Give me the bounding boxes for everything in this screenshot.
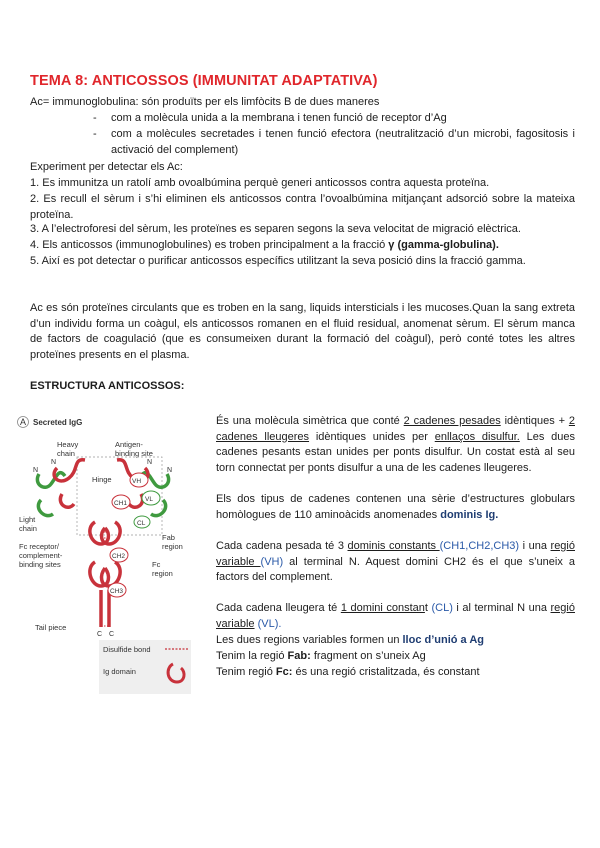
- bullet-membrane: - com a molècula unida a la membrana i tenen funció de receptor d’Ag: [93, 111, 575, 127]
- tail-piece-label: Tail piece: [35, 623, 67, 632]
- experiment-step-4: 4. Els anticossos (immunoglobulines) es troben principalment a la fracció γ (gamma-globulina).: [30, 239, 499, 251]
- gamma-globulin-term: γ (gamma-globulina).: [388, 239, 499, 251]
- ig-domains-term: dominis Ig.: [440, 508, 499, 521]
- cl-label: CL: [137, 520, 146, 527]
- experiment-step-5: 5. Així es pot detectar o purificar anticossos específics utilitzant la seva posició dins la fracció gamma.: [30, 255, 526, 267]
- section-heading: ESTRUCTURA ANTICOSSOS:: [30, 380, 185, 392]
- c-terminus-label: C: [97, 631, 103, 638]
- circulating-proteins-paragraph: Ac es són proteïnes circulants que es troben en la sang, liquids intersticials i les mucoses.Quan la sang extreta d’un individu forma un coàgul, els anticossos romanen en el fluid residual, anomenat sèrum. El sèrum manca de factors de coagulació (que es consumeixen durant la formació del coàgul), però conté totes les altres proteïnes presents en el plasma.: [30, 302, 575, 361]
- structure-description: És una molècula simètrica que conté 2 cadenes pesades idèntiques + 2 cadenes lleugeres idèntiques unides per enllaços disulfur. Les dues cadenes pesants estan unides per ponts disulfur. Un costat està al seu torn connectat per ponts disulfur a una de les cadenes lleugeres.: [216, 415, 576, 474]
- figure-panel-label: A: [20, 417, 27, 427]
- n-terminus-label: N: [33, 467, 39, 474]
- fc-receptor-label: Fc receptor/: [19, 542, 60, 551]
- ch1-label: CH1: [114, 500, 128, 507]
- bullet-text: com a molècula unida a la membrana i tenen funció de receptor d’Ag: [111, 112, 447, 124]
- legend-ig-domain: Ig domain: [103, 667, 136, 676]
- svg-text:binding sites: binding sites: [19, 560, 61, 569]
- heavy-chain-label: Heavy: [57, 440, 79, 449]
- experiment-step-3: 3. A l’electroforesi del sèrum, les proteïnes es separen segons la seva velocitat de migració elèctrica.: [30, 223, 521, 235]
- page-title: TEMA 8: ANTICOSSOS (IMMUNITAT ADAPTATIVA): [30, 73, 378, 89]
- experiment-step-1: 1. Es immunitza un ratolí amb ovoalbúmina perquè generi anticossos contra aquesta proteïna.: [30, 177, 490, 189]
- ch3-label: CH3: [110, 588, 124, 595]
- experiment-heading: Experiment per detectar els Ac:: [30, 161, 183, 173]
- vl-label: VL: [145, 496, 153, 503]
- antibody-structure-figure: [17, 412, 197, 702]
- svg-text:chain: chain: [19, 524, 37, 533]
- variable-regions-description: Les dues regions variables formen un lloc d’unió a Ag: [216, 634, 484, 646]
- antibody-definition: Ac= immunoglobulina: són produïts per els limfòcits B de dues maneres: [30, 96, 380, 108]
- svg-text:binding site: binding site: [115, 449, 153, 458]
- fab-region-label: Fab: [162, 533, 175, 542]
- bullet-text: com a molècules secretades i tenen funció efectora (neutralització d’un microbi, fagositosis i activació del complement): [111, 128, 575, 156]
- fab-description: Tenim la regió Fab: fragment on s’uneix Ag: [216, 650, 426, 662]
- figure-title: Secreted IgG: [33, 418, 83, 427]
- svg-text:region: region: [152, 569, 173, 578]
- svg-text:N: N: [167, 467, 173, 474]
- ch2-label: CH2: [112, 553, 126, 560]
- ig-domains-description: Els dos tipus de cadenes contenen una sèrie d’estructures globulars homòlogues de 110 aminoàcids anomenades dominis Ig.: [216, 493, 575, 521]
- svg-text:N: N: [147, 459, 153, 466]
- antigen-binding-site-label: Antigen-: [115, 440, 143, 449]
- fc-description: Tenim regió Fc: és una regió cristalitzada, és constant: [216, 666, 480, 678]
- svg-text:C: C: [109, 631, 115, 638]
- svg-text:chain: chain: [57, 449, 75, 458]
- hinge-label: Hinge: [92, 475, 112, 484]
- legend-disulfide-bond: Disulfide bond: [103, 645, 151, 654]
- svg-text:complement-: complement-: [19, 551, 63, 560]
- heavy-chain-description: Cada cadena pesada té 3 dominis constants (CH1,CH2,CH3) i una regió variable (VH) al terminal N. Aquest domini CH2 és el que s’uneix a factors del complement.: [216, 540, 575, 583]
- experiment-step-2: 2. Es recull el sèrum i s’hi eliminen els anticossos contra l’ovoalbúmina mitjançant adsorció sobre la mateixa proteïna.: [30, 193, 575, 221]
- light-chain-description: Cada cadena lleugera té 1 domini constant (CL) i al terminal N una regió variable (VL).: [216, 602, 575, 630]
- vh-label: VH: [132, 478, 142, 485]
- svg-text:region: region: [162, 542, 183, 551]
- light-chain-label: Light: [19, 515, 36, 524]
- fc-region-label: Fc: [152, 560, 161, 569]
- bullet-secreted: - com a molècules secretades i tenen funció efectora (neutralització d’un microbi, fagositosis i activació del complement): [93, 127, 575, 158]
- svg-text:N: N: [51, 459, 57, 466]
